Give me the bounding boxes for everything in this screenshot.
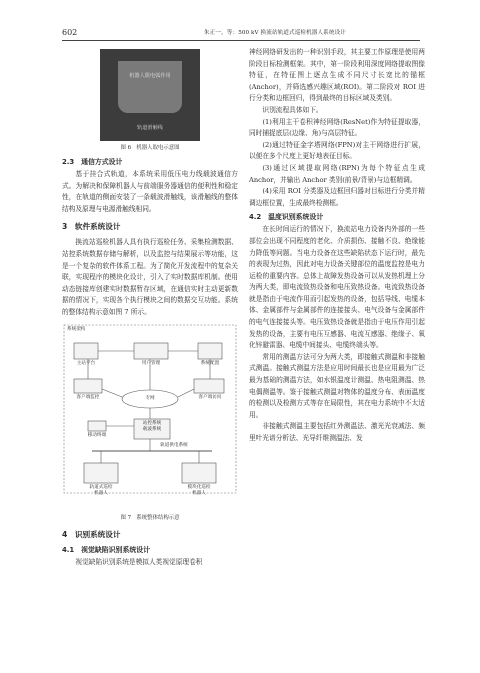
figure-6-label-top: 机器人限电弧作用 [129, 73, 171, 79]
figure-7-robot-a: 轨道式巡检 机器人 [89, 484, 113, 496]
page-number: 602 [62, 28, 78, 37]
section-3-paragraph: 换流站巡检机器人具有执行巡检任务、采集检测数据、站控系统数据存储与解析，以及监控与结果展示等功能，这是一个复杂的软件体系工程。为了简化开发流程中的复杂关联，实现程序的模块化设计，引入了实时数据库机制。使用动态链接库创建实时数据暂存区域，在通信实时主动更新数据的情况下，实现各个执行模块之间的数据交互功能。系统的整体结构示意如图 7 所示。 [62, 238, 238, 316]
flow-step-1: (1)利用主干卷积神经网络(ResNet)作为特征提取器，同时捕捉底层(边缘、角)与高层特征。 [249, 117, 425, 138]
section-3-heading: 3 软件系统设计 [62, 222, 121, 232]
figure-6-caption: 图 6 机器人取电示意图 [120, 145, 180, 151]
section-2-3-paragraph: 基于挂合式轨道，本系统采用低压电力线载波通信方式。为解决和保障机器人与前端服务器通信的便利性和稳定性，在轨道的侧面安装了一条载波滑触线，该滑触线的整体结构及原理与电源滑触线相同。 [62, 170, 238, 213]
figure-6-image [100, 49, 200, 141]
robot-body-shape [118, 61, 182, 113]
main-platform-box [74, 343, 98, 359]
robot-a-box [84, 463, 118, 483]
figure-7-rail-power: 轨道供电系统 [160, 442, 188, 448]
flow-step-3: (3)通过区域提取网络(RPN)为每个特征点生成 Anchor，并输出 Anchor 类别(前景/背景)与边框精调。 [249, 163, 425, 184]
robot-b-box [182, 463, 216, 483]
figure-7-main-platform: 主站平台 [76, 360, 96, 366]
figure-7-user-mgmt: 用户管理 [141, 360, 161, 366]
section-4-2-paragraph-b: 常用的测温方法可分为两大类，即接触式测温和非接触式测温。接触式测温方法是应用时间最长也是应用最为广泛最为基础的测温方法，如水银温度计测温、热电阻测温、热电偶测温等。鉴于接触式测温对物体的温度分布、表面温度的检测以及检测方式等存在局限性，其在电力系统中不太适用。 [249, 352, 425, 419]
figure-7-system-config: 系统配置 [200, 360, 220, 366]
section-4-2-paragraph-c: 非接触式测温主要包括红外测温法、激光光衰减法、频里叶光谱分析法、光导纤维测温法、发 [249, 422, 425, 442]
client-monitor-box [74, 379, 102, 393]
header-rule [62, 40, 420, 41]
section-2-3-heading: 2.3 通信方式设计 [62, 158, 123, 166]
section-4-1-paragraph: 视觉缺陷识别系统是模拟人类视觉原理卷积 [75, 557, 203, 566]
section-4-2-heading: 4.2 温度识别系统设计 [249, 213, 324, 222]
figure-6-label-bottom: 轨道滑触线 [137, 125, 163, 131]
figure-7-client-monitor: 客户端监控 [76, 394, 100, 400]
left-column [62, 47, 238, 568]
section-4-heading: 4 识别系统设计 [62, 529, 121, 539]
system-config-box [198, 343, 222, 359]
flow-intro: 识别流程具体如下。 [262, 105, 323, 114]
flow-step-4: (4)采用 ROI 分类器及边框回归器对目标进行分类并精调边框位置，生成最终检测框。 [249, 187, 425, 207]
flow-step-2: (2)通过特征金字塔网络(FPN)对主干网络进行扩展，以便在多个尺度上更好地表征目标。 [249, 140, 425, 161]
running-head: 朱正一，等：500 kV 换流站轨道式巡检机器人系统设计 [204, 30, 346, 36]
right-column [249, 47, 425, 445]
figure-7-frame-title: 系统架构 [67, 326, 86, 332]
right-intro-paragraph: 神经网络研发出的一种识别手段，其主要工作原理是使用两阶段目标检测框架。其中，第一阶段利用深度网络提取图像特征，在特征图上逐点生成不同尺寸长宽比的锚框(Anchor)，并筛选感兴趣区域(ROI)。第二阶段对 ROI 进行分类和边框回归，得到最终的目标区域及类别。 [249, 48, 425, 103]
client-access-box [194, 379, 224, 393]
figure-7-network: 专网 [145, 395, 155, 401]
mobile-terminal-box [88, 421, 106, 431]
figure-7-lines [62, 323, 238, 511]
section-4-1-heading: 4.1 视觉缺陷识别系统设计 [62, 545, 151, 554]
figure-7-diagram [62, 323, 238, 511]
figure-7-station-system: 站控系统 载波系统 [142, 420, 162, 432]
section-4-2-paragraph-a: 在长时间运行的情况下，换流站电力设备内外部的一些部位会出现不同程度的老化、介质损伤、接触不良、绝缘能力降低等问题。当电力设备在这些缺陷状态下运行时，最先的表现为过热，因此对电力设备关键部位的温度监控是电力运检的重要内容。总体上故障发热设备可以从发热机理上分为两大类，即电流致热设备和电压致热设备。电流致热设备就是指由于电流作用而引起发热的设备，包括导线、电缆本体、金属部件与金属部件的连接接头、电气设备与金属部件的电气连接接头等。电压致热设备就是指由于电压作用引起发热的设备，主要有电压互感器、电流互感器、绝缘子、氧化锌避雷器、电缆中间接头、电缆终端头等。 [249, 225, 425, 350]
figure-7-mobile-terminal: 移动终端 [87, 432, 107, 438]
figure-7-caption: 图 7 系统整体结构示意 [120, 514, 180, 521]
figure-7-robot-b: 模块化巡检 机器人 [187, 484, 211, 496]
figure-7-client-access: 客户端访问 [198, 394, 222, 400]
user-mgmt-box [134, 343, 168, 359]
